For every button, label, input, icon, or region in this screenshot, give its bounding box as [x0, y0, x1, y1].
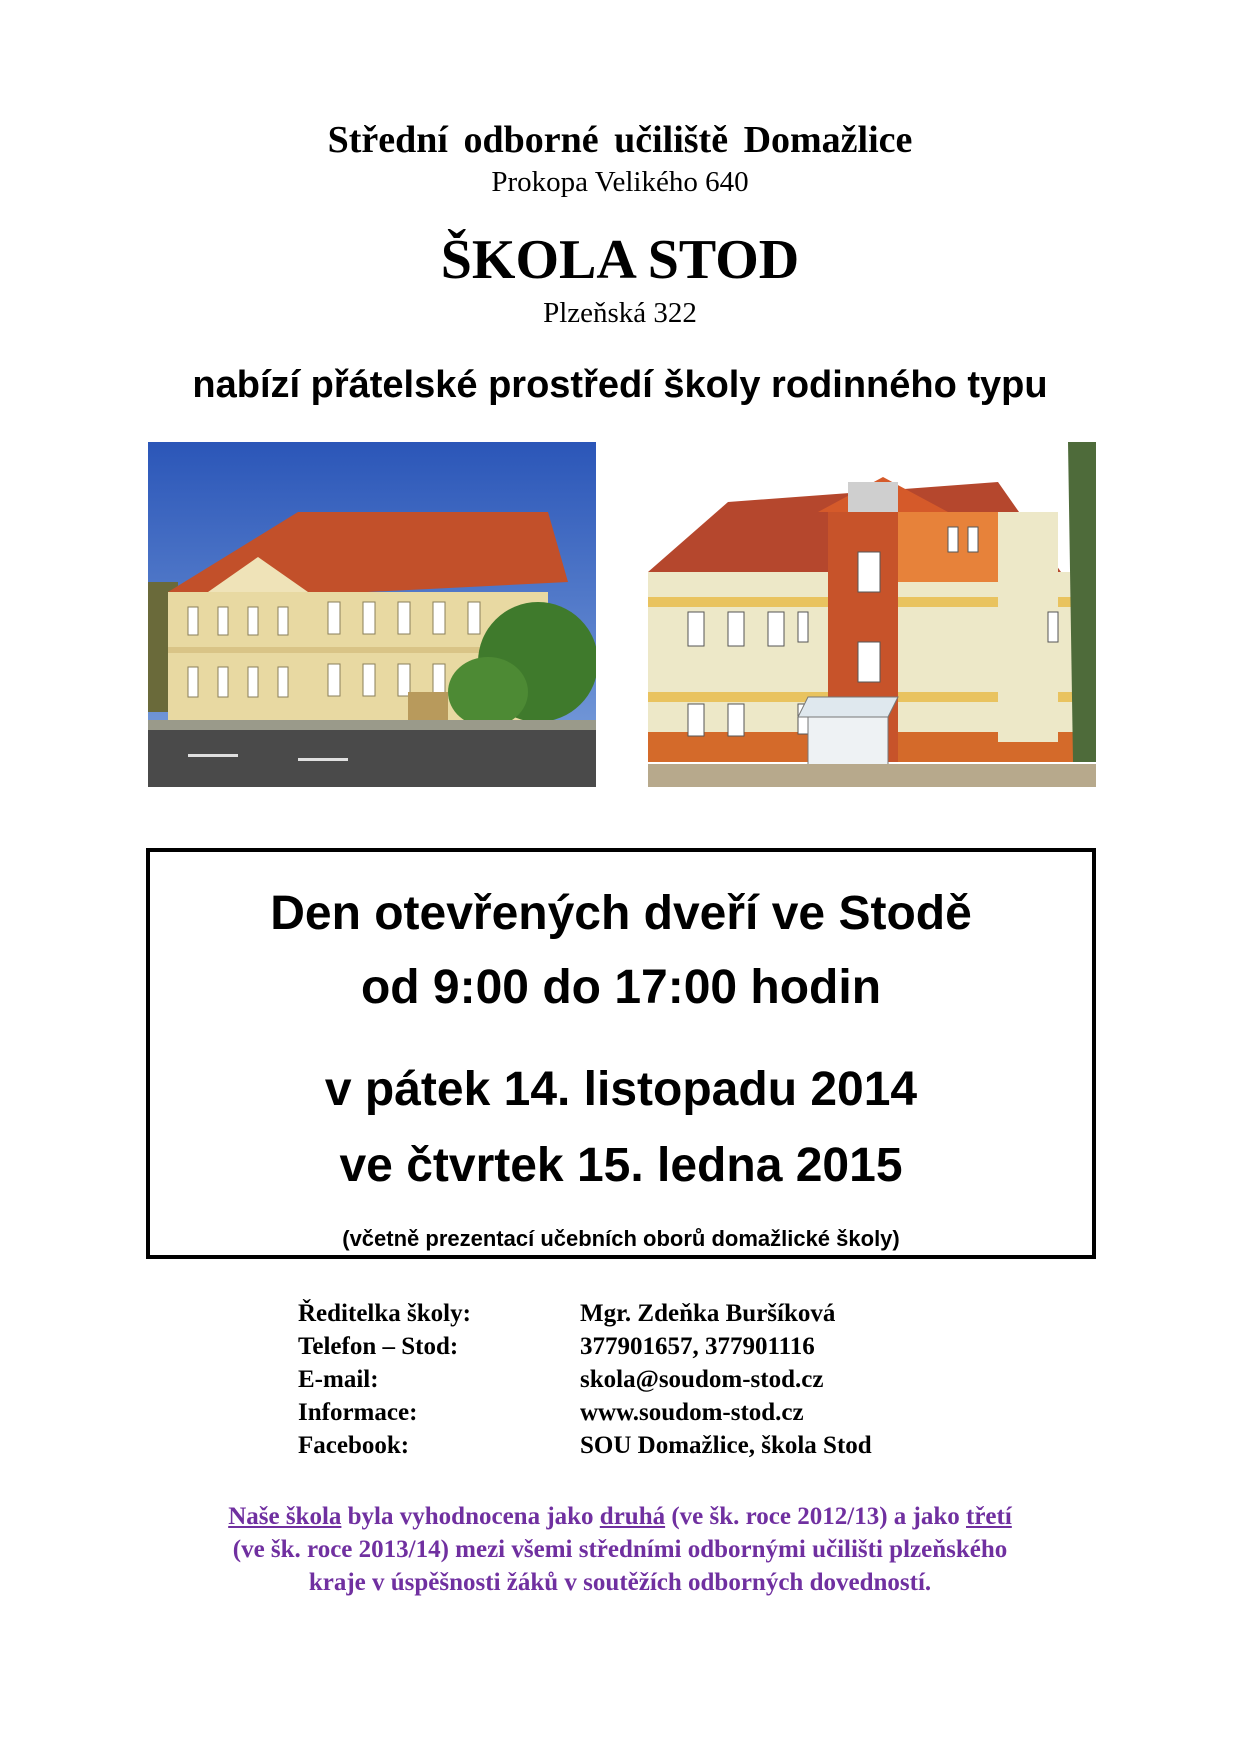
contact-label: Informace:: [298, 1399, 418, 1426]
contact-value-director: Mgr. Zdeňka Buršíková: [580, 1300, 836, 1327]
school-building-photo-left: [148, 442, 596, 787]
school-address: Prokopa Velikého 640: [491, 166, 749, 198]
award-line-3: kraje v úspěšnosti žáků v soutěžích odborných dovedností.: [308, 1569, 932, 1596]
contact-row-website: [298, 1399, 872, 1432]
event-hours: od 9:00 do 17:00 hodin: [360, 961, 882, 1014]
event-note: (včetně prezentací učebních oborů domažlické školy): [342, 1226, 900, 1251]
contact-label: Telefon – Stod:: [298, 1333, 459, 1360]
event-title: Den otevřených dveří ve Stodě: [270, 887, 972, 940]
event-date-2: ve čtvrtek 15. ledna 2015: [339, 1139, 903, 1192]
award-third: třetí: [966, 1503, 1012, 1530]
contact-label: E-mail:: [298, 1366, 379, 1393]
award-text: (ve šk. roce 2012/13) a jako: [665, 1503, 967, 1530]
school-name: Střední odborné učiliště Domažlice: [327, 119, 913, 161]
contact-row-director: [298, 1300, 872, 1333]
award-school-link: Naše škola: [228, 1503, 342, 1530]
contact-value-facebook: SOU Domažlice, škola Stod: [580, 1432, 872, 1459]
contact-row-email: [298, 1366, 872, 1399]
contact-row-phone: [298, 1333, 872, 1366]
event-box: [146, 848, 1096, 1259]
contact-value-website[interactable]: www.soudom-stod.cz: [580, 1399, 804, 1426]
tagline: nabízí přátelské prostředí školy rodinného typu: [192, 364, 1048, 406]
contact-value-email[interactable]: skola@soudom-stod.cz: [580, 1366, 824, 1393]
award-notice: [0, 1500, 1240, 1599]
contact-list: [298, 1300, 872, 1465]
award-line-2: (ve šk. roce 2013/14) mezi všemi středními odbornými učilišti plzeňského: [232, 1536, 1008, 1563]
award-line-1: [0, 1500, 1240, 1533]
event-date-1: v pátek 14. listopadu 2014: [324, 1063, 918, 1116]
award-text: byla vyhodnocena jako: [341, 1503, 600, 1530]
award-second: druhá: [599, 1503, 666, 1530]
contact-label: Facebook:: [298, 1432, 410, 1459]
school-building-photo-right: [648, 442, 1096, 787]
branch-name: ŠKOLA STOD: [440, 229, 800, 291]
contact-row-facebook: [298, 1432, 872, 1465]
branch-address: Plzeňská 322: [543, 297, 697, 329]
contact-label: Ředitelka školy:: [298, 1300, 471, 1327]
contact-value-phone: 377901657, 377901116: [580, 1333, 815, 1360]
